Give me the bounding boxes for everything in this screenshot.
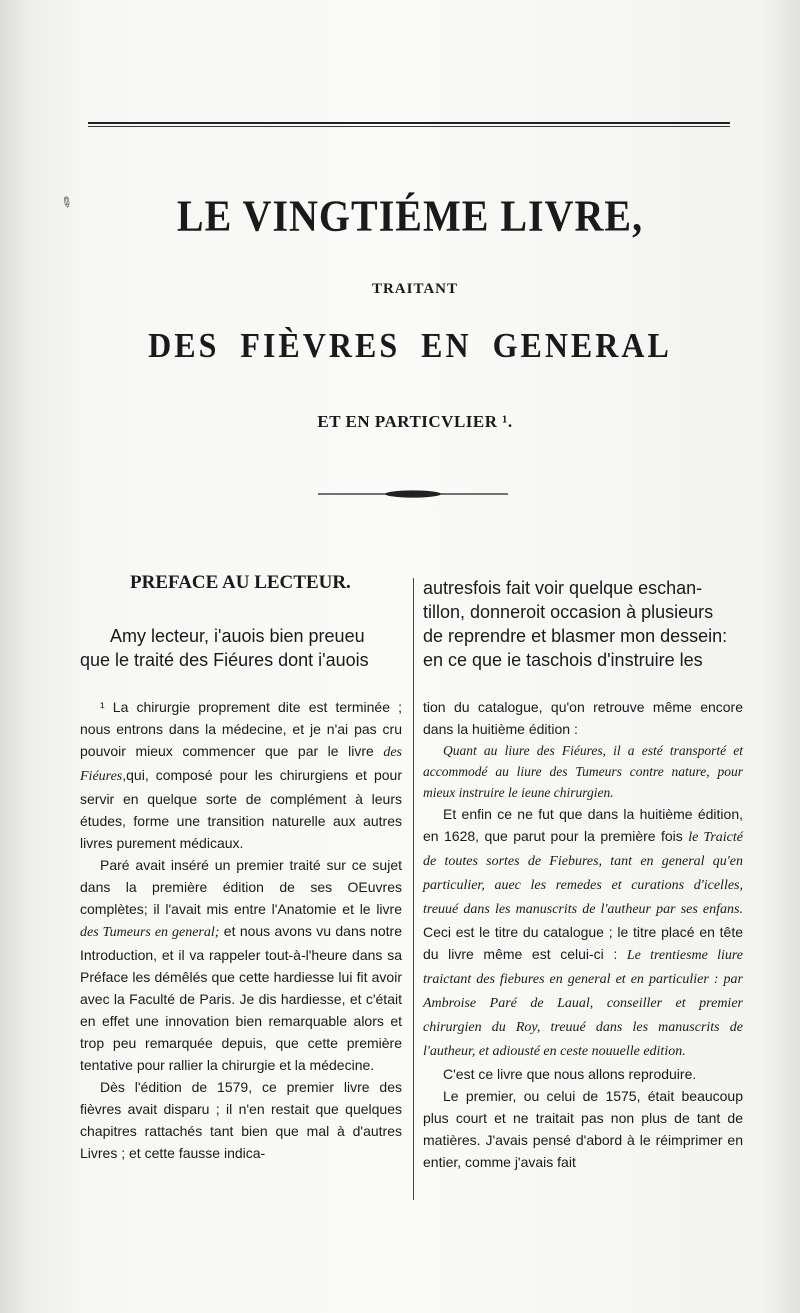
chapter-subsubtitle: ET EN PARTICVLIER ¹. [317,412,513,431]
preface-line: tillon, donneroit occasion à plusieurs [423,602,714,622]
footnote-quote: Quant au liure des Fiéures, il a esté transporté et accommodé au liure des Tumeurs contre nature, pour mieux instruire le ieune chirurgien. [423,743,743,800]
pen-mark-icon: ✎ [56,193,75,214]
footnote-paragraph: Paré avait inséré un premier traité sur ce sujet dans la première édition de ses OEuvres complètes; il l'avait mis entre l'Anatomie et le livre des Tumeurs en general; et nous avons vu dans notre Introduction, et il va rappeler tout-à-l'heure dans sa Préface les démêlés que cette hardiesse lui fit avoir avec la Faculté de Paris. Je dis hardiesse, et c'était en effet une innovation bien remarquable alors et trop peu remarquée depuis, que cette première tentative pour rallier la chirurgie et la médecine. [80,857,402,1073]
top-rule [88,122,730,130]
left-footnote [80,696,402,1164]
traitant-label: TRAITANT [371,281,459,297]
right-preface-text [423,576,743,672]
preface-line: en ce que ie taschois d'instruire les [423,650,703,670]
footnote-paragraph: tion du catalogue, qu'on retrouve même encore dans la huitième édition : [423,699,743,737]
chapter-title: LE VINGTIÉME LIVRE, [176,190,644,241]
footnote-paragraph: Et enfin ce ne fut que dans la huitième édition, en 1628, que parut pour la première fois le Traicté de toutes sortes de Fiebures, tant en general qu'en particulier, auec les remedes et curations d'icelles, treuué dans les manuscrits de l'autheur par ses enfans. Ceci est le titre du catalogue ; le titre placé en tête du livre même est celui-ci : Le trentiesme liure traictant des fiebures en general et en particulier : par Ambroise Paré de Laual, conseiller et premier chirurgien du Roy, treuué dans les manuscrits de l'autheur, et adiousté en ceste nouuelle edition. [423,806,743,1059]
ornament-rule-icon [318,487,508,501]
chapter-subtitle: DES FIÈVRES EN GENERAL [148,325,672,365]
preface-line: Amy lecteur, i'auois bien preueu [110,626,365,646]
preface-line: autresfois fait voir quelque eschan- [423,578,703,598]
footnote-paragraph: C'est ce livre que nous allons reproduire. [443,1066,697,1082]
right-footnote [423,696,743,1173]
preface-heading: PREFACE AU LECTEUR. [130,572,351,593]
left-preface-text [80,624,402,672]
column-divider [413,578,414,1200]
footnote-paragraph: Dès l'édition de 1579, ce premier livre des fièvres avait disparu ; il n'en restait que quelques chapitres rattachés tant bien que mal à d'autres Livres ; et cette fausse indica- [80,1079,402,1161]
footnote-paragraph: ¹ La chirurgie proprement dite est terminée ; nous entrons dans la médecine, et je n'ai pas cru pouvoir mieux commencer que par le livre des Fiéures,qui, composé pour les chirurgiens et pour servir en quelque sorte de complément à leurs études, forme une transition naturelle aux autres livres purement médicaux. [80,699,402,851]
preface-line: que le traité des Fiéures dont i'auois [80,650,369,670]
preface-line: de reprendre et blasmer mon dessein: [423,626,728,646]
footnote-paragraph: Le premier, ou celui de 1575, était beaucoup plus court et ne traitait pas non plus de tant de matières. J'avais pensé d'abord à le réimprimer en entier, comme j'avais fait [423,1088,743,1170]
